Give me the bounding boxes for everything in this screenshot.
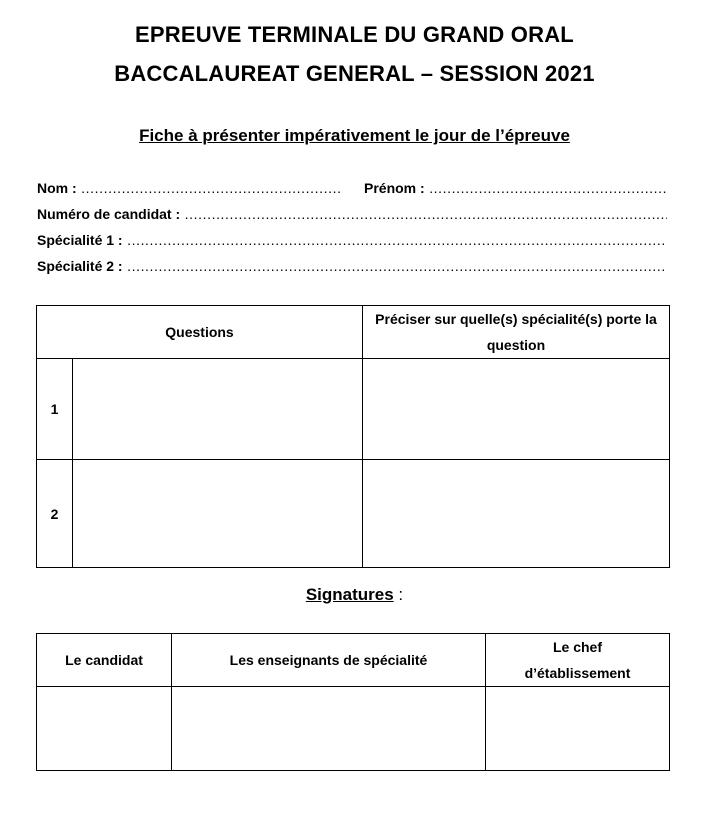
- nom-label: Nom :: [37, 180, 77, 196]
- document-subtitle-session: BACCALAUREAT GENERAL – SESSION 2021: [114, 61, 595, 86]
- specialite1-label: Spécialité 1 :: [37, 232, 123, 248]
- questions-table-header: [37, 306, 670, 359]
- specialite1-field[interactable]: [37, 232, 667, 248]
- specialite2-label: Spécialité 2 :: [37, 258, 123, 274]
- prenom-label: Prénom :: [364, 180, 425, 196]
- document-title: EPREUVE TERMINALE DU GRAND ORAL: [135, 22, 574, 47]
- question-1-specialite-cell[interactable]: [363, 359, 670, 460]
- question-number: 1: [37, 359, 73, 460]
- question-1-cell[interactable]: [73, 359, 363, 460]
- signatures-heading-colon: :: [393, 585, 404, 604]
- question-2-specialite-cell[interactable]: [363, 460, 670, 568]
- numero-candidat-label: Numéro de candidat :: [37, 206, 181, 222]
- question-number: 2: [37, 460, 73, 568]
- chef-etablissement-signature-cell[interactable]: [486, 687, 670, 771]
- specialite1-dotted-line[interactable]: [123, 232, 667, 248]
- questions-table: [36, 305, 670, 568]
- nom-field[interactable]: [37, 180, 342, 196]
- form-instruction: Fiche à présenter impérativement le jour de l’épreuve: [139, 126, 570, 145]
- questions-header-cell: Questions: [37, 306, 363, 359]
- table-row: [37, 359, 670, 460]
- table-row: [37, 460, 670, 568]
- question-2-cell[interactable]: [73, 460, 363, 568]
- prenom-dotted-line[interactable]: [425, 180, 666, 196]
- specialite2-dotted-line[interactable]: [123, 258, 667, 274]
- signatures-heading: [0, 585, 709, 605]
- numero-candidat-field[interactable]: [37, 206, 667, 222]
- candidat-header-cell: Le candidat: [37, 634, 172, 687]
- signatures-table: [36, 633, 670, 771]
- enseignants-signature-cell[interactable]: [172, 687, 486, 771]
- numero-candidat-dotted-line[interactable]: [180, 206, 667, 222]
- specialite2-field[interactable]: [37, 258, 667, 274]
- candidat-signature-cell[interactable]: [37, 687, 172, 771]
- table-row: [37, 687, 670, 771]
- prenom-field[interactable]: [364, 180, 666, 196]
- signatures-heading-text: Signatures: [305, 585, 394, 604]
- enseignants-header-cell: Les enseignants de spécialité: [172, 634, 486, 687]
- specialite-header-cell: Préciser sur quelle(s) spécialité(s) porte la question: [363, 306, 670, 359]
- chef-etablissement-header-cell: Le chef d’établissement: [486, 634, 670, 687]
- nom-dotted-line[interactable]: [77, 180, 342, 196]
- signatures-table-header: [37, 634, 670, 687]
